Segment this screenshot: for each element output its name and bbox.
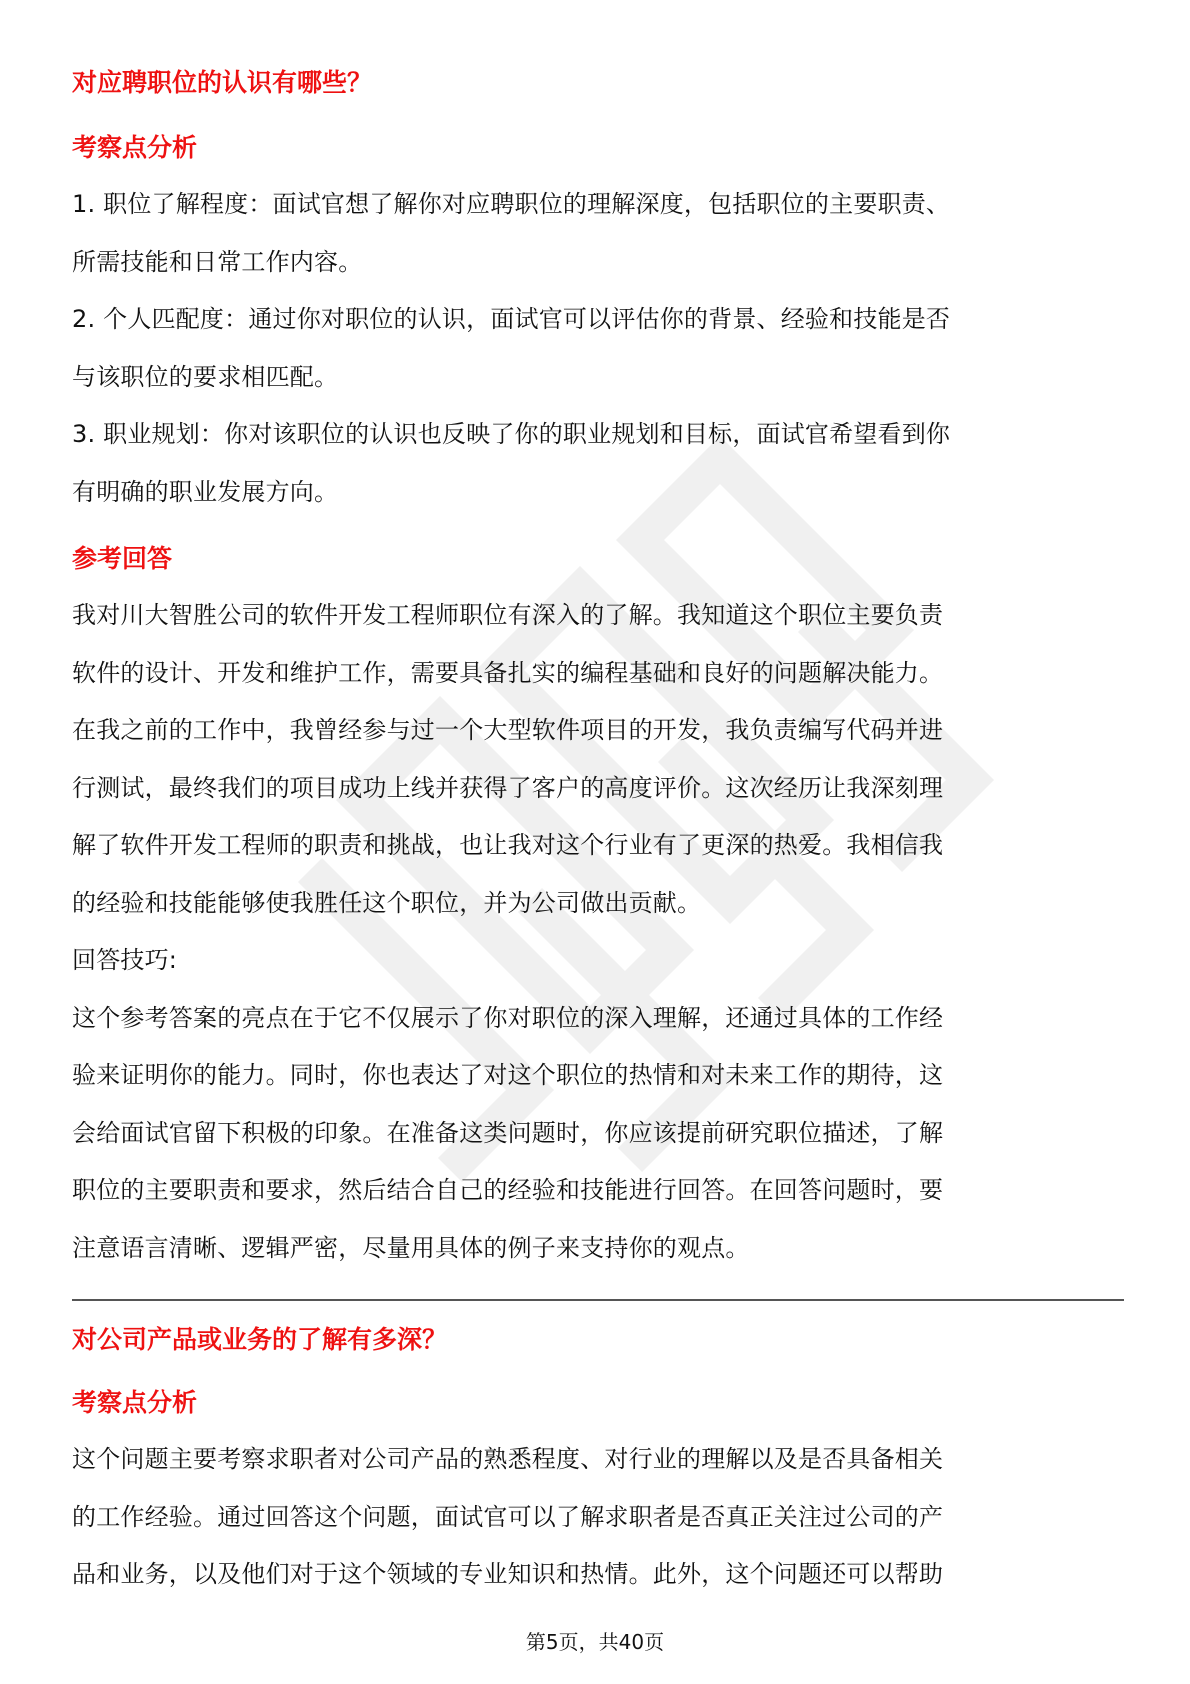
document-content	[72, 58, 1124, 1604]
analysis-line: 品和业务，以及他们对于这个领域的专业知识和热情。此外，这个问题还可以帮助	[72, 1560, 944, 1588]
analysis-body	[72, 1431, 1124, 1604]
section-divider	[72, 1299, 1124, 1301]
tips-line: 注意语言清晰、逻辑严密，尽量用具体的例子来支持你的观点。	[72, 1233, 750, 1262]
tips-label: 回答技巧:	[72, 946, 178, 974]
answer-line: 的经验和技能能够使我胜任这个职位，并为公司做出贡献。	[72, 888, 702, 917]
analysis-line: 的工作经验。通过回答这个问题，面试官可以了解求职者是否真正关注过公司的产	[72, 1502, 944, 1531]
tips-line: 会给面试官留下积极的印象。在准备这类问题时，你应该提前研究职位描述，了解	[72, 1118, 944, 1147]
page-indicator: 第5页，共40页	[525, 1630, 665, 1654]
answer-line: 行测试，最终我们的项目成功上线并获得了客户的高度评价。这次经历让我深刻理	[72, 773, 944, 802]
question-heading: 对应聘职位的认识有哪些？	[72, 68, 373, 97]
analysis-line: 所需技能和日常工作内容。	[72, 247, 363, 276]
question-heading: 对公司产品或业务的了解有多深？	[72, 1325, 448, 1354]
analysis-title: 考察点分析	[72, 133, 198, 162]
answer-body	[72, 587, 1124, 1277]
analysis-body	[72, 176, 1124, 521]
answer-title: 参考回答	[72, 544, 173, 573]
tips-line: 职位的主要职责和要求，然后结合自己的经验和技能进行回答。在回答问题时，要	[72, 1176, 944, 1204]
analysis-line: 有明确的职业发展方向。	[72, 477, 339, 506]
tips-line: 这个参考答案的亮点在于它不仅展示了你对职位的深入理解，还通过具体的工作经	[72, 1003, 944, 1032]
tips-line: 验来证明你的能力。同时，你也表达了对这个职位的热情和对未来工作的期待，这	[72, 1061, 944, 1089]
analysis-line: 2. 个人匹配度：通过你对职位的认识，面试官可以评估你的背景、经验和技能是否	[72, 305, 951, 333]
answer-line: 解了软件开发工程师的职责和挑战，也让我对这个行业有了更深的热爱。我相信我	[72, 831, 944, 859]
answer-line: 我对川大智胜公司的软件开发工程师职位有深入的了解。我知道这个职位主要负责	[72, 601, 944, 629]
analysis-line: 与该职位的要求相匹配。	[72, 362, 339, 391]
answer-line: 在我之前的工作中，我曾经参与过一个大型软件项目的开发，我负责编写代码并进	[72, 716, 944, 744]
analysis-title: 考察点分析	[72, 1388, 198, 1417]
answer-line: 软件的设计、开发和维护工作，需要具备扎实的编程基础和良好的问题解决能力。	[72, 658, 944, 687]
analysis-line: 这个问题主要考察求职者对公司产品的熟悉程度、对行业的理解以及是否具备相关	[72, 1445, 944, 1473]
analysis-line: 1. 职位了解程度：面试官想了解你对应聘职位的理解深度，包括职位的主要职责、	[72, 190, 951, 218]
analysis-line: 3. 职业规划：你对该职位的认识也反映了你的职业规划和目标，面试官希望看到你	[72, 420, 951, 448]
